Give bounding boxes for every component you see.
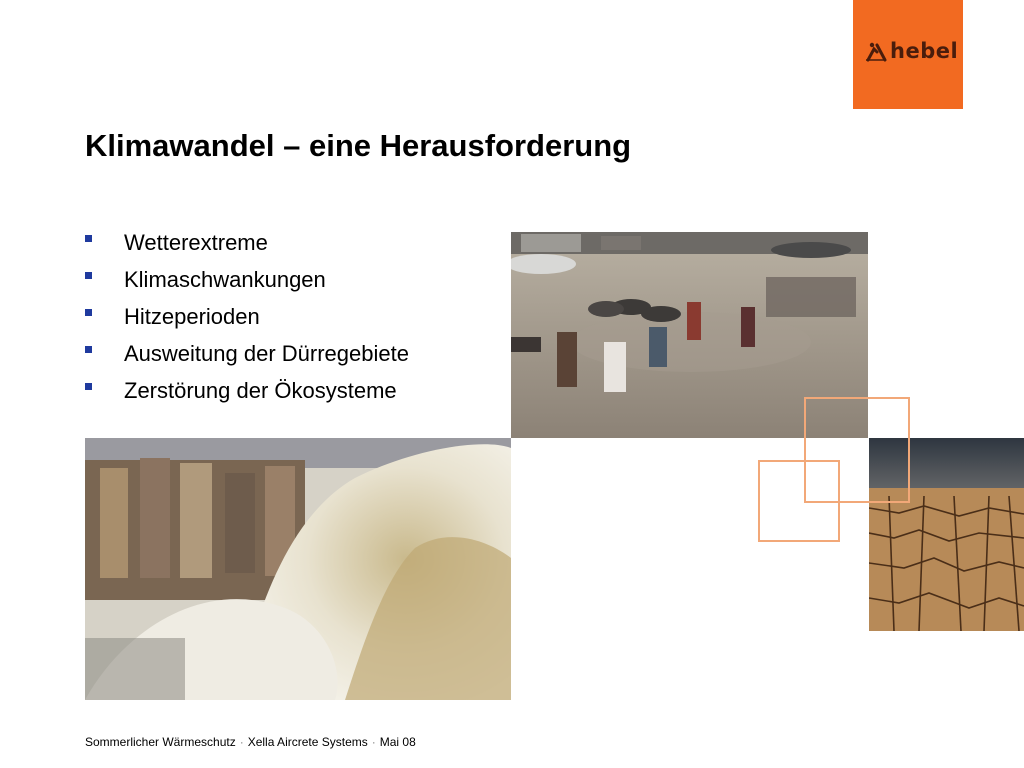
hebel-logo (853, 0, 963, 109)
logo-wordmark: hebel (890, 39, 959, 63)
bullet-item (85, 261, 409, 298)
decorative-frame (758, 460, 840, 542)
footer-separator: · (371, 735, 376, 749)
bullet-text: Klimaschwankungen (124, 266, 326, 292)
bullet-item (85, 298, 409, 335)
bullet-square-icon (85, 346, 92, 353)
footer-date: Mai 08 (379, 735, 416, 749)
bullet-item (85, 224, 409, 261)
footer-topic: Sommerlicher Wärmeschutz (85, 735, 236, 749)
footer-company: Xella Aircrete Systems (247, 735, 368, 749)
bullet-square-icon (85, 309, 92, 316)
bullet-text: Ausweitung der Dürregebiete (124, 340, 409, 366)
bullet-text: Zerstörung der Ökosysteme (124, 377, 397, 403)
wave-photo (85, 438, 511, 700)
bullet-item (85, 335, 409, 372)
bullet-list (85, 224, 409, 409)
footer (85, 735, 416, 749)
bullet-square-icon (85, 383, 92, 390)
bullet-square-icon (85, 235, 92, 242)
footer-separator: · (239, 735, 244, 749)
bullet-text: Wetterextreme (124, 229, 268, 255)
bullet-square-icon (85, 272, 92, 279)
bullet-item (85, 372, 409, 409)
bullet-text: Hitzeperioden (124, 303, 260, 329)
hebel-lever-icon (865, 40, 887, 62)
slide-title: Klimawandel – eine Herausforderung (85, 128, 632, 163)
